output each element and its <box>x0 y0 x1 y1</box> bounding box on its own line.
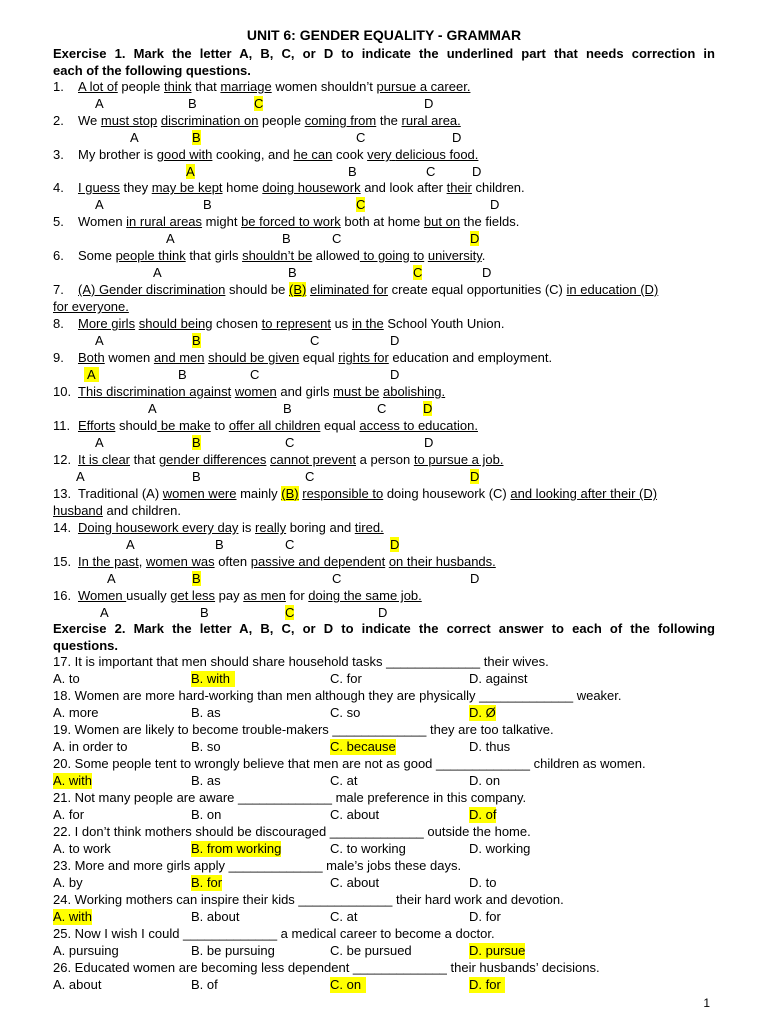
question-8 <box>53 316 504 332</box>
question-number: 12. <box>53 452 72 467</box>
part-d: delicious food. <box>395 147 479 162</box>
question-24: 24. Working mothers can inspire their kids _____________ their hard work and devotion. <box>53 892 564 907</box>
option-d-answer: D. Ø <box>469 705 496 720</box>
part-b: he can <box>293 147 333 162</box>
option-b: B. on <box>191 807 222 822</box>
label-c: C <box>305 469 315 484</box>
part-c: offer all children <box>228 418 321 433</box>
question-12 <box>53 452 503 468</box>
part-b: be make <box>157 418 211 433</box>
option-a-answer: A. with <box>53 773 93 788</box>
part-a: Women <box>78 588 127 603</box>
label-c-answer: C <box>254 96 264 111</box>
text: doing housework (C) <box>383 486 511 501</box>
part-c: must be <box>333 384 380 399</box>
part-b: may be kept <box>151 180 223 195</box>
label-d-answer: D <box>390 537 400 552</box>
part-d: their <box>446 180 472 195</box>
text: the fields. <box>460 214 520 229</box>
text: us <box>330 316 352 331</box>
label-b: B <box>282 231 291 246</box>
option-d: D. working <box>469 841 531 856</box>
part-c: passive and dependent <box>250 554 386 569</box>
part-a: A lot of <box>78 79 118 94</box>
option-a: A. by <box>53 875 83 890</box>
label-a: A <box>95 435 104 450</box>
option-d: D. thus <box>469 739 511 754</box>
label-b: B <box>348 164 357 179</box>
part-d: in the <box>351 316 384 331</box>
text: should <box>115 418 158 433</box>
question-6 <box>53 248 485 264</box>
label-a: A <box>148 401 157 416</box>
text: that girls <box>185 248 243 263</box>
option-d: D. on <box>469 773 501 788</box>
part-d: on their husbands. <box>388 554 496 569</box>
option-c: C. so <box>330 705 361 720</box>
question-number: 10. <box>53 384 72 399</box>
exercise-1-heading <box>53 45 715 79</box>
part-c: doing housework <box>262 180 361 195</box>
label-d-answer: D <box>470 231 480 246</box>
option-c: C. for <box>330 671 362 686</box>
text: often <box>214 554 251 569</box>
label-a: A <box>95 197 104 212</box>
part-a: in rural areas <box>126 214 203 229</box>
question-number: 9. <box>53 350 64 365</box>
part-d: rural area. <box>401 113 461 128</box>
part-b: and men <box>153 350 205 365</box>
question-22: 22. I don’t think mothers should be discouraged _____________ outside the home. <box>53 824 531 839</box>
part-d: pursue a career. <box>376 79 471 94</box>
option-a: A. more <box>53 705 99 720</box>
part-d: to pursue a job. <box>413 452 504 467</box>
label-c: C <box>285 537 295 552</box>
part-a: It is clear <box>78 452 131 467</box>
text: My brother is <box>78 147 157 162</box>
part-c: very <box>367 147 392 162</box>
option-c: C. be pursued <box>330 943 412 958</box>
label-b-answer: B <box>192 571 201 586</box>
question-number: 16. <box>53 588 72 603</box>
question-23: 23. More and more girls apply _____________ male’s jobs these days. <box>53 858 462 873</box>
page-title: UNIT 6: GENDER EQUALITY - GRAMMAR <box>246 27 522 43</box>
text: Women <box>78 214 127 229</box>
text: that <box>130 452 159 467</box>
label-b: B <box>192 469 201 484</box>
question-13-continued <box>53 503 181 519</box>
option-c: C. about <box>330 807 380 822</box>
text: is <box>238 520 256 535</box>
label-a: A <box>153 265 162 280</box>
question-number: 6. <box>53 248 64 263</box>
page-number: 1 <box>703 996 710 1010</box>
label-d: D <box>390 333 400 348</box>
text: they <box>119 180 152 195</box>
part-b-answer: (B) <box>281 486 299 501</box>
option-b-answer: B. for <box>191 875 223 890</box>
label-a: A <box>100 605 109 620</box>
question-26: 26. Educated women are becoming less dependent _____________ their husbands’ decisions. <box>53 960 600 975</box>
text: cook <box>332 147 368 162</box>
label-d: D <box>424 96 434 111</box>
label-d-answer: D <box>470 469 480 484</box>
label-a-answer: A <box>84 367 99 382</box>
question-15 <box>53 554 496 570</box>
option-d: D. against <box>469 671 528 686</box>
question-number: 2. <box>53 113 64 128</box>
label-b: B <box>215 537 224 552</box>
text: allowed <box>312 248 360 263</box>
label-a-answer: A <box>186 164 195 179</box>
text: equal <box>320 418 360 433</box>
label-a: A <box>126 537 135 552</box>
option-d-answer: D. for <box>469 977 505 993</box>
part-d: in education (D) <box>566 282 659 297</box>
text: We <box>78 113 101 128</box>
text: School Youth Union. <box>383 316 505 331</box>
option-d: D. to <box>469 875 497 890</box>
option-b: B. be pursuing <box>191 943 275 958</box>
part-a: This discrimination against <box>78 384 232 399</box>
part-c: marriage <box>220 79 272 94</box>
part-b: be forced to work <box>241 214 341 229</box>
text: create equal opportunities (C) <box>388 282 567 297</box>
label-c: C <box>426 164 436 179</box>
text: . <box>481 248 486 263</box>
part-d: rights for <box>338 350 389 365</box>
part-c: to going to <box>359 248 425 263</box>
option-a: A. in order to <box>53 739 128 754</box>
question-number: 13. <box>53 486 72 501</box>
text: children. <box>471 180 525 195</box>
question-3 <box>53 147 478 163</box>
text: pay <box>215 588 244 603</box>
option-b-answer: B. from working <box>191 841 282 856</box>
part-b: women <box>234 384 277 399</box>
option-c: C. at <box>330 909 358 924</box>
label-b-answer: B <box>192 130 201 145</box>
question-7-continued <box>53 299 129 315</box>
option-a: A. about <box>53 977 102 992</box>
option-d: D. for <box>469 909 501 924</box>
option-b: B. of <box>191 977 218 992</box>
text: chosen <box>212 316 262 331</box>
question-16 <box>53 588 422 604</box>
option-a-answer: A. with <box>53 909 93 924</box>
part-d: doing the same job. <box>308 588 422 603</box>
label-d: D <box>490 197 500 212</box>
text: and girls <box>276 384 334 399</box>
label-b-answer: B <box>192 435 201 450</box>
label-c: C <box>310 333 320 348</box>
part-d: access to education. <box>359 418 478 433</box>
label-c: C <box>332 571 342 586</box>
question-number: 3. <box>53 147 64 162</box>
question-2 <box>53 113 461 129</box>
option-a: A. to work <box>53 841 111 856</box>
question-14 <box>53 520 384 536</box>
part-b: gender differences <box>158 452 267 467</box>
text: the <box>376 113 402 128</box>
label-b: B <box>288 265 297 280</box>
label-a: A <box>107 571 116 586</box>
text: people <box>117 79 165 94</box>
question-21: 21. Not many people are aware _____________ male preference in this company. <box>53 790 527 805</box>
option-c: C. to working <box>330 841 406 856</box>
label-a: A <box>95 333 104 348</box>
part-a: must stop <box>100 113 158 128</box>
option-c-answer: C. on <box>330 977 366 993</box>
label-d: D <box>378 605 388 620</box>
label-b: B <box>283 401 292 416</box>
label-c: C <box>250 367 260 382</box>
question-number: 1. <box>53 79 64 94</box>
text: mainly <box>236 486 282 501</box>
part-d-continued: for everyone. <box>53 299 129 314</box>
question-4 <box>53 180 525 196</box>
text: boring and <box>286 520 355 535</box>
part-c: coming from <box>304 113 377 128</box>
label-b: B <box>200 605 209 620</box>
part-c: tired. <box>354 520 384 535</box>
part-b: shouldn’t be <box>242 248 313 263</box>
part-c: eliminated for <box>309 282 389 297</box>
label-a: A <box>95 96 104 111</box>
exercise-2-heading <box>53 620 715 654</box>
option-a: A. to <box>53 671 80 686</box>
label-d: D <box>390 367 400 382</box>
part-c: but on <box>423 214 461 229</box>
label-d: D <box>470 571 480 586</box>
text: home <box>222 180 263 195</box>
question-number: 5. <box>53 214 64 229</box>
question-18: 18. Women are more hard-working than men although they are physically _____________ weaker. <box>53 688 622 703</box>
question-17: 17. It is important that men should share household tasks _____________ their wives. <box>53 654 549 669</box>
label-b: B <box>203 197 212 212</box>
exercise-1-heading-line2: each of the following questions. <box>53 63 251 78</box>
option-b: B. so <box>191 739 221 754</box>
text: to <box>210 418 229 433</box>
part-a: Efforts <box>78 418 116 433</box>
text: and children. <box>102 503 181 518</box>
label-a: A <box>130 130 139 145</box>
part-b: think <box>164 79 192 94</box>
option-b-answer: B. with <box>191 671 235 687</box>
part-a: (A) Gender discrimination <box>78 282 226 297</box>
part-b: really <box>255 520 287 535</box>
option-d-answer: D. of <box>469 807 497 822</box>
question-number: 14. <box>53 520 72 535</box>
question-19: 19. Women are likely to become trouble-makers _____________ they are too talkative. <box>53 722 554 737</box>
text: education and employment. <box>388 350 553 365</box>
question-10 <box>53 384 445 400</box>
text: should be <box>225 282 289 297</box>
question-number: 11. <box>53 418 71 433</box>
question-7 <box>53 282 658 298</box>
option-c: C. about <box>330 875 380 890</box>
part-b: should being <box>138 316 213 331</box>
part-a: people think <box>115 248 186 263</box>
option-c: C. at <box>330 773 358 788</box>
question-number: 4. <box>53 180 64 195</box>
text: both at home <box>340 214 424 229</box>
text: a person <box>356 452 414 467</box>
part-b-answer: (B) <box>289 282 307 297</box>
label-c-answer: C <box>413 265 423 280</box>
part-a: Doing housework every day <box>78 520 239 535</box>
exercise-2-heading-line1: Exercise 2. Mark the letter A, B, C, or D to indicate the correct answer to each of the following <box>53 621 715 636</box>
option-a: A. pursuing <box>53 943 119 958</box>
part-c: should be given <box>208 350 300 365</box>
option-b: B. as <box>191 773 221 788</box>
exercise-2-heading-line2: questions. <box>53 638 119 653</box>
part-d: university <box>427 248 482 263</box>
question-11 <box>53 418 478 434</box>
part-c: as men <box>243 588 286 603</box>
text: people <box>258 113 305 128</box>
question-number: 8. <box>53 316 64 331</box>
part-a: good with <box>156 147 213 162</box>
label-b: B <box>188 96 197 111</box>
label-c: C <box>332 231 342 246</box>
part-d: abolishing. <box>382 384 446 399</box>
part-a: Both <box>78 350 105 365</box>
text: , <box>138 554 146 569</box>
question-13 <box>53 486 657 502</box>
label-c: C <box>356 130 366 145</box>
label-d: D <box>424 435 434 450</box>
part-c: cannot prevent <box>270 452 357 467</box>
label-d: D <box>482 265 492 280</box>
label-c: C <box>377 401 387 416</box>
exercise-1-heading-line1: Exercise 1. Mark the letter A, B, C, or D to indicate the underlined part that needs correction in <box>53 46 715 61</box>
part-a: In the past <box>78 554 139 569</box>
label-a: A <box>166 231 175 246</box>
part-a: I guess <box>78 180 120 195</box>
label-c-answer: C <box>356 197 366 212</box>
part-c: responsible to <box>302 486 384 501</box>
part-d: and looking after their (D) <box>510 486 658 501</box>
part-a: women were <box>162 486 237 501</box>
label-d-answer: D <box>423 401 433 416</box>
option-d-answer: D. pursue <box>469 943 526 958</box>
question-25: 25. Now I wish I could _____________ a medical career to become a doctor. <box>53 926 495 941</box>
label-b-answer: B <box>192 333 201 348</box>
text: women shouldn’t <box>271 79 377 94</box>
part-b: women was <box>145 554 215 569</box>
label-a: A <box>76 469 85 484</box>
label-d: D <box>452 130 462 145</box>
text: Traditional (A) <box>78 486 163 501</box>
text: cooking, and <box>212 147 294 162</box>
question-20: 20. Some people tent to wrongly believe that men are not as good _____________ children as women. <box>53 756 646 771</box>
text: usually <box>126 588 171 603</box>
option-c-answer: C. because <box>330 739 396 754</box>
label-c: C <box>285 435 295 450</box>
question-number: 7. <box>53 282 64 297</box>
text: Some <box>78 248 116 263</box>
text: might <box>202 214 242 229</box>
label-d: D <box>472 164 482 179</box>
question-1 <box>53 79 470 95</box>
text: for <box>285 588 309 603</box>
part-a: More girls <box>78 316 136 331</box>
question-5 <box>53 214 519 230</box>
part-b: get less <box>170 588 216 603</box>
question-number: 15. <box>53 554 72 569</box>
text: women <box>104 350 154 365</box>
text: and look after <box>360 180 447 195</box>
text: that <box>191 79 221 94</box>
part-c: to represent <box>261 316 331 331</box>
option-b: B. about <box>191 909 240 924</box>
text: equal <box>299 350 339 365</box>
part-b: discrimination on <box>160 113 259 128</box>
label-c-answer: C <box>285 605 295 620</box>
option-a: A. for <box>53 807 85 822</box>
part-d-continued: husband <box>53 503 103 518</box>
label-b: B <box>178 367 187 382</box>
question-9 <box>53 350 552 366</box>
option-b: B. as <box>191 705 221 720</box>
